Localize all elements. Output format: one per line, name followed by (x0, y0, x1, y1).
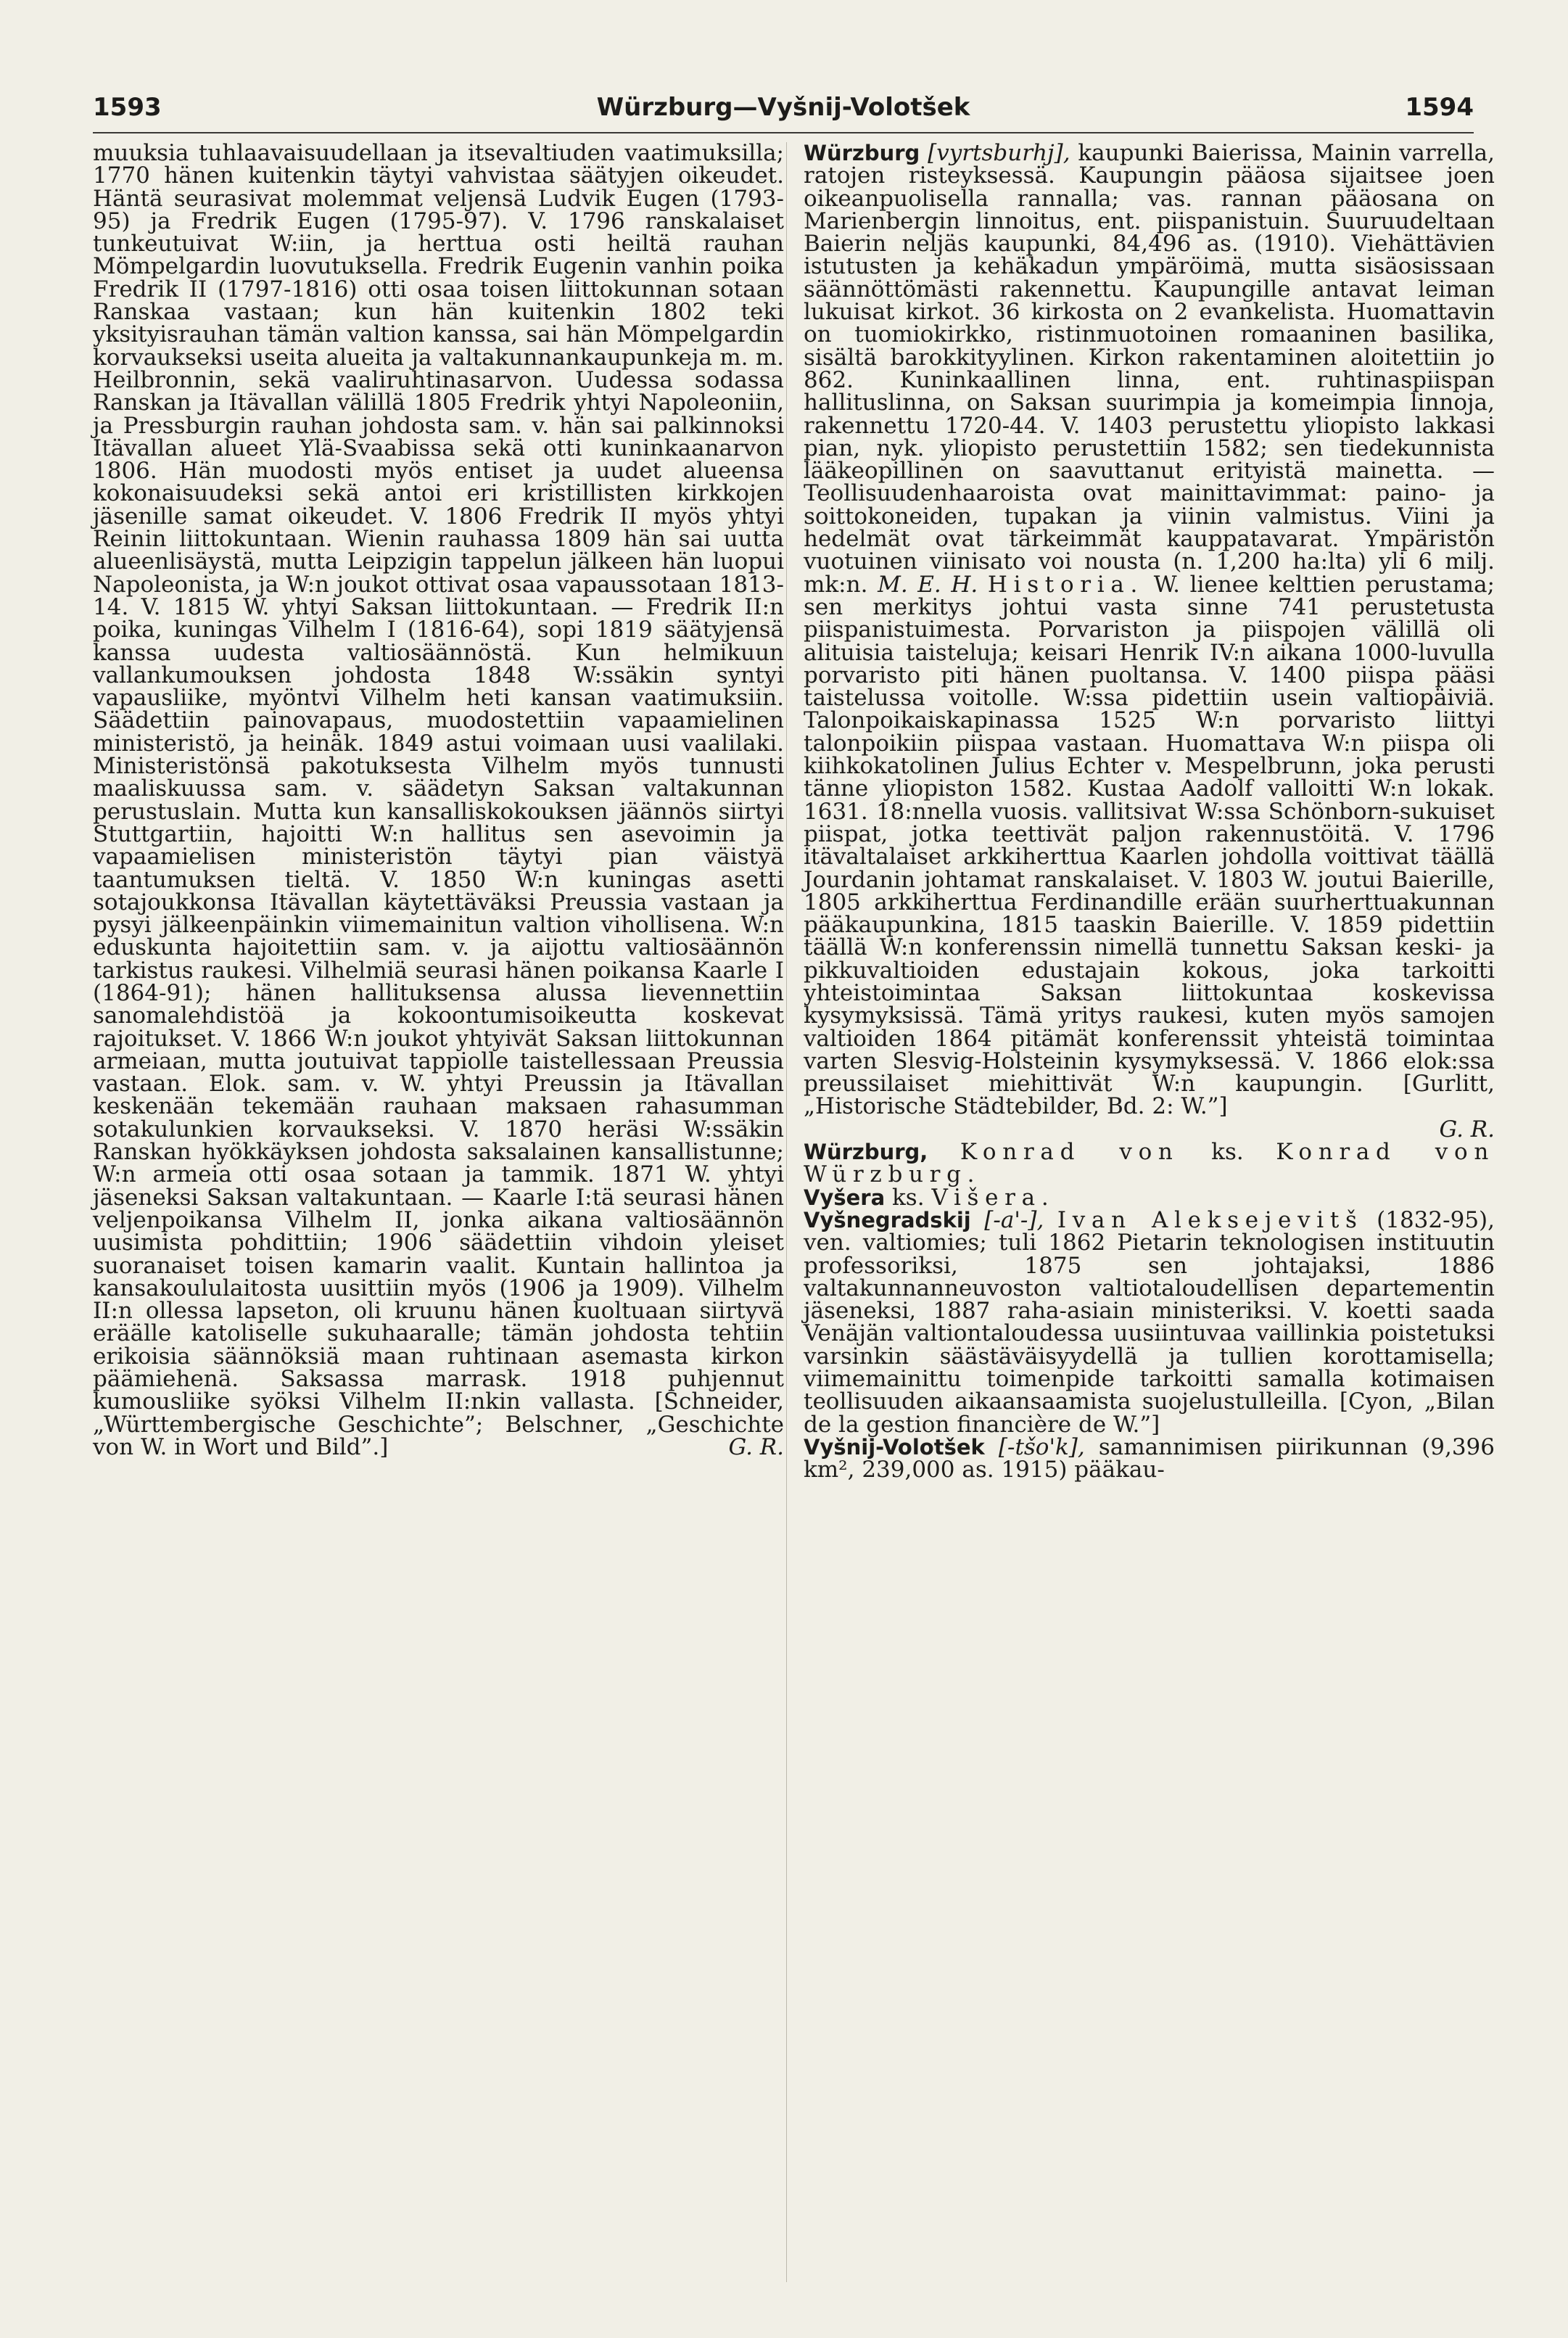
author-signature: G. R. (1439, 1116, 1495, 1143)
left-column (93, 142, 784, 1459)
pronunciation: [-tšo'k], (998, 1433, 1085, 1460)
author-signature: G. R. (728, 1433, 784, 1460)
cross-reference-ks: ks. (892, 1184, 925, 1211)
entry-wurzburg-konrad (804, 1141, 1495, 1187)
cross-reference-target: Konrad von Würzburg. (804, 1139, 1495, 1188)
right-column (804, 142, 1495, 1482)
entry-vysnegradskij (804, 1206, 1495, 1438)
section-label-historia: Historia. (987, 571, 1144, 598)
entry-text: samannimisen piirikunnan (9,396 km², 239,000 as. 1915) pääkau- (804, 1433, 1495, 1483)
pronunciation: [vyrtsburhj], (928, 140, 1070, 166)
entry-headword: Würzburg, (804, 1140, 928, 1165)
article-text: muuksia tuhlaavaisuudellaan ja itsevaltiuden vaatimuksilla; 1770 hänen kuitenkin täytyi vahvistaa säätyjen oikeudet. Häntä seurasivat molemmat veljensä Ludvik Eugen (1793-95) ja Fredrik Eugen (1795-97). V. 1796 ranskalaiset tunkeutuivat W:iin, ja herttua osti heiltä rauhan Mömpelgardin luovutuksella. Fredrik Eugenin vanhin poika Fredrik II (1797-1816) otti osaa toisen liittokunnan sotaan Ranskaa vastaan; kun hän kuitenkin 1802 teki yksityisrauhan tämän valtion kanssa, sai hän Mömpelgardin korvaukseksi useita alueita ja valtakunnankaupunkeja m. m. Heilbronnin, sekä vaaliruhtinasarvon. Uudessa sodassa Ranskan ja Itävallan välillä 1805 Fredrik yhtyi Napoleoniin, ja Pressburgin rauhan johdosta sam. v. hän sai palkinnoksi Itävallan alueet Ylä-Svaabissa sekä otti kuninkaanarvon 1806. Hän muodosti myös entiset ja uudet alueensa kokonaisuudeksi sekä antoi eri kristillisten kirkkojen jäsenille samat oikeudet. V. 1806 Fredrik II myös yhtyi Reinin liittokuntaan. Wienin rauhassa 1809 hän sai uutta alueenlisäystä, mutta Leipzigin tappelun jälkeen hän luopui Napoleonista, ja W:n joukot ottivat osaa vapaussotaan 1813-14. V. 1815 W. yhtyi Saksan liittokuntaan. — Fredrik II:n poika, kuningas Vilhelm I (1816-64), sopi 1819 säätyjensä kanssa uudesta valtiosäännöstä. Kun helmikuun vallankumouksen johdosta 1848 W:ssäkin syntyi vapausliike, myöntvi Vilhelm heti kansan vaatimuksiin. Säädettiin painovapaus, muodostettiin vapaamielinen ministeristö, ja heinäk. 1849 astui voimaan uusi vaalilaki. Ministeristönsä pakotuksesta Vilhelm myös tunnusti maaliskuussa sam. v. säädetyn Saksan valtakunnan perustuslain. Mutta kun kansalliskokouksen jäännös siirtyi Stuttgartiin, hajoitti W:n hallitus sen asevoimin ja vapaamielisen ministeristön täytyi pian väistyä taantumuksen tieltä. V. 1850 W:n kuningas asetti sotajoukkonsa Itävallan käytettäväksi Preussia vastaan ja pysyi jälkeenpäinkin viimemainitun valtion vihollisena. W:n eduskunta hajoitettiin sam. v. ja aijottu valtiosäännön tarkistus raukesi. Vilhelmiä seurasi hänen poikansa Kaarle I (1864-91); hänen hallituksensa alussa lievennettiin sanomalehdistöä ja kokoontumisoikeutta koskevat rajoitukset. V. 1866 W:n joukot yhtyivät Saksan liittokunnan armeiaan, mutta joutuivat tappiolle taistellessaan Preussia vastaan. Elok. sam. v. W. yhtyi Preussin ja Itävallan keskenään tekemään rauhaan maksaen rahasumman sotakulunkien korvaukseksi. V. 1870 heräsi W:ssäkin Ranskan hyökkäyksen johdosta saksalainen kansallistunne; W:n armeia otti osaa sotaan ja tammik. 1871 W. yhtyi jäseneksi Saksan valtakuntaan. — Kaarle I:tä seurasi hänen veljenpoikansa Vilhelm II, jonka aikana valtiosäännön uusimista pohdittiin; 1906 säädettiin vihdoin yleiset suoranaiset toisen kamarin vaalit. Kuntain hallintoa ja kansakoululaitosta uusittiin myös (1906 ja 1909). Vilhelm II:n ollessa lapseton, oli kruunu hänen kuoltuaan siirtyvä eräälle katoliselle sukuhaaralle; tämän johdosta tehtiin erikoisia säännöksiä maan ruhtinaan asemasta kirkon päämiehenä. Saksassa marrask. 1918 puhjennut kumousliike syöksi Vilhelm II:nkin vallasta. [Schneider, „Württembergische Geschichte”; Belschner, „Geschichte von W. in Wort und Bild”.] (93, 140, 784, 1460)
page-number-left: 1593 (93, 93, 162, 122)
person-name: Ivan Aleksejevitš (1057, 1206, 1363, 1233)
author-signature: M. E. H. (878, 571, 978, 598)
entry-headword: Würzburg (804, 141, 920, 165)
entry-vysera (804, 1184, 1495, 1211)
entry-headword: Vyšnegradskij (804, 1207, 971, 1232)
entry-vysnij-volotsek (804, 1433, 1495, 1483)
entry-headword: Vyšera (804, 1185, 886, 1210)
column-divider (786, 142, 787, 2282)
entry-text: kaupunki Baierissa, Mainin varrella, ratojen risteyksessä. Kaupungin pääosa sijaitsee joen oikeanpuolisella rannalla; vas. rannan pääosana on Marienbergin linnoitus, ent. piispanistuin. Suuruudeltaan Baierin neljäs kaupunki, 84,496 as. (1910). Viehättävien istutusten ja kehäkadun ympäröimä, mutta sisäosissaan säännöttömästi rakennettu. Kaupungille antavat leiman lukuisat kirkot. 36 kirkosta on 2 evankelista. Huomattavin on tuomiokirkko, ristinmuotoinen romaaninen basilika, sisältä barokkityylinen. Kirkon rakentaminen aloitettiin jo 862. Kuninkaallinen linna, ent. ruhtinaspiispan hallituslinna, on Saksan suurimpia ja komeimpia linnoja, rakennettu 1720-44. V. 1403 perustettu yliopisto lakkasi pian, nyk. yliopisto perustettiin 1582; sen tiedekunnista lääkeopillinen on saavuttanut erityistä mainetta. — Teollisuudenhaaroista ovat mainittavimmat: paino- ja soittokoneiden, tupakan ja viinin valmistus. Viini ja hedelmät ovat tärkeimmät kauppatavarat. Ympäristön vuotuinen viinisato voi nousta (n. 1,200 ha:lta) yli 6 milj. mk:n. (804, 140, 1495, 598)
entry-headword: Vyšnij-Volotšek (804, 1434, 985, 1460)
entry-wurzburg-city (804, 142, 1495, 1119)
article-wurttemberg-history (93, 142, 784, 1459)
entry-text: Konrad von (960, 1139, 1179, 1166)
cross-reference-ks: ks. (1211, 1139, 1244, 1166)
history-text: W. lienee kelttien perustama; sen merkitys johtui vasta sinne 741 perustetusta piispanistuimesta. Porvariston ja piispojen välillä oli alituisia taisteluja; keisari Henrik IV:n aikana 1000-luvulla porvaristo piti hänen puoltansa. V. 1400 piispa pääsi taistelussa voitolle. W:ssa pidettiin usein valtiopäiviä. Talonpoikaiskapinassa 1525 W:n porvaristo liittyi talonpoikiin piispaa vastaan. Huomattava W:n piispa oli kiihkokatolinen Julius Echter v. Mespelbrunn, joka perusti tänne yliopiston 1582. Kustaa Aadolf valloitti W:n lokak. 1631. 18:nnella vuosis. vallitsivat W:ssa Schönborn-sukuiset piispat, jotka teettivät paljon rakennustöitä. V. 1796 itävaltalaiset arkkiherttua Kaarlen johdolla voittivat täällä Jourdanin johtamat ranskalaiset. V. 1803 W. joutui Baierille, 1805 arkkiherttua Ferdinandille erään suurherttuakunnan pääkaupunkina, 1815 taaskin Baierille. V. 1859 pidettiin täällä W:n konferenssin nimellä tunnettu Saksan keski- ja pikkuvaltioiden edustajain kokous, joka tarkoitti yhteistoimintaa Saksan liittokuntaa koskevissa kysymyksissä. Tämä yritys raukesi, kuten myös samojen valtioiden 1864 pitämät konferenssit yhteistä toimintaa varten Slesvig-Holsteinin kysymyksessä. V. 1866 elok:ssa preussilaiset miehittivät W:n kaupungin. [Gurlitt, „Historische Städtebilder, Bd. 2: W.”] (804, 571, 1495, 1120)
pronunciation: [-a'-], (984, 1206, 1044, 1233)
header-rule (93, 132, 1474, 133)
page-header (93, 93, 1474, 129)
running-title: Würzburg—Vyšnij-Volotšek (596, 93, 970, 122)
entry-text: (1832-95), ven. valtiomies; tuli 1862 Pietarin teknologisen instituutin professoriksi, 1875 sen johtajaksi, 1886 valtakunnanneuvoston valtiotaloudellisen departementin jäseneksi, 1887 raha-asiain ministeriksi. V. koetti saada Venäjän valtiontaloudessa uusiintuvaa vaillinkia poistetuksi varsinkin säästäväisyydellä ja tullien korottamisella; viimemainittu toimenpide tarkoitti samalla kotimaisen teollisuuden aikaansaamista suojelustulleilla. [Cyon, „Bilan de la gestion financière de W.”] (804, 1206, 1495, 1438)
cross-reference-target: Višera. (931, 1184, 1055, 1211)
page-number-right: 1594 (1405, 93, 1474, 122)
